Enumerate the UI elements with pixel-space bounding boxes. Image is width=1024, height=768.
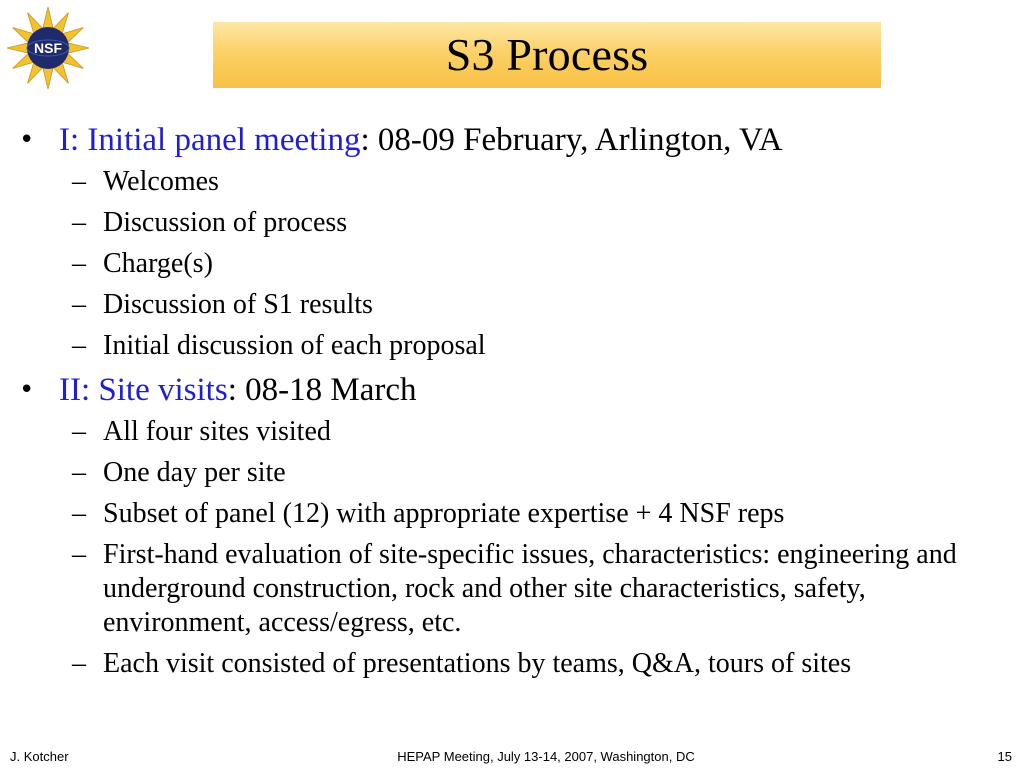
- title-banner: [213, 22, 881, 88]
- bullet-initial-panel-meeting: [0, 120, 1024, 160]
- footer-author: J. Kotcher: [10, 749, 69, 764]
- bullet-marker: •: [19, 375, 35, 405]
- bullet-detail: : 08-09 February, Arlington, VA: [360, 122, 783, 158]
- dash-marker: –: [72, 648, 86, 679]
- sub-item: – Initial discussion of each proposal: [72, 330, 486, 361]
- sub-item: – First-hand evaluation of site-specific issues, characteristics: engineering and underground construction, rock and other site characteristics, safety, environment, access/egress, etc.: [72, 539, 957, 638]
- dash-marker: –: [72, 166, 86, 197]
- sub-item: – Subset of panel (12) with appropriate expertise + 4 NSF reps: [72, 498, 785, 529]
- sub-item: – Each visit consisted of presentations by teams, Q&A, tours of sites: [72, 648, 852, 679]
- sub-item: – Charge(s): [72, 248, 213, 279]
- bullet-site-visits: [0, 370, 1024, 410]
- sub-item: – Welcomes: [72, 166, 219, 197]
- sub-item: – All four sites visited: [72, 416, 331, 447]
- dash-marker: –: [72, 330, 86, 361]
- bullet-marker: •: [19, 125, 35, 155]
- bullet-heading: II: Site visits: [59, 372, 228, 408]
- sub-item: – Discussion of process: [72, 207, 348, 238]
- dash-marker: –: [72, 498, 86, 529]
- dash-marker: –: [72, 207, 86, 238]
- bullet-heading: I: Initial panel meeting: [59, 122, 361, 158]
- footer-event: HEPAP Meeting, July 13-14, 2007, Washington, DC: [397, 749, 695, 764]
- nsf-logo: [6, 6, 90, 90]
- nsf-logo-text: NSF: [34, 40, 62, 56]
- page-number: 15: [997, 749, 1012, 764]
- slide-title: S3 Process: [445, 29, 649, 80]
- dash-marker: –: [72, 457, 86, 488]
- dash-marker: –: [72, 248, 86, 279]
- sub-item: – One day per site: [72, 457, 286, 488]
- sub-item: – Discussion of S1 results: [72, 289, 373, 320]
- dash-marker: –: [72, 289, 86, 320]
- dash-marker: –: [72, 416, 86, 447]
- bullet-detail: : 08-18 March: [227, 372, 417, 408]
- slide-body: [0, 120, 1024, 681]
- dash-marker: –: [72, 539, 86, 570]
